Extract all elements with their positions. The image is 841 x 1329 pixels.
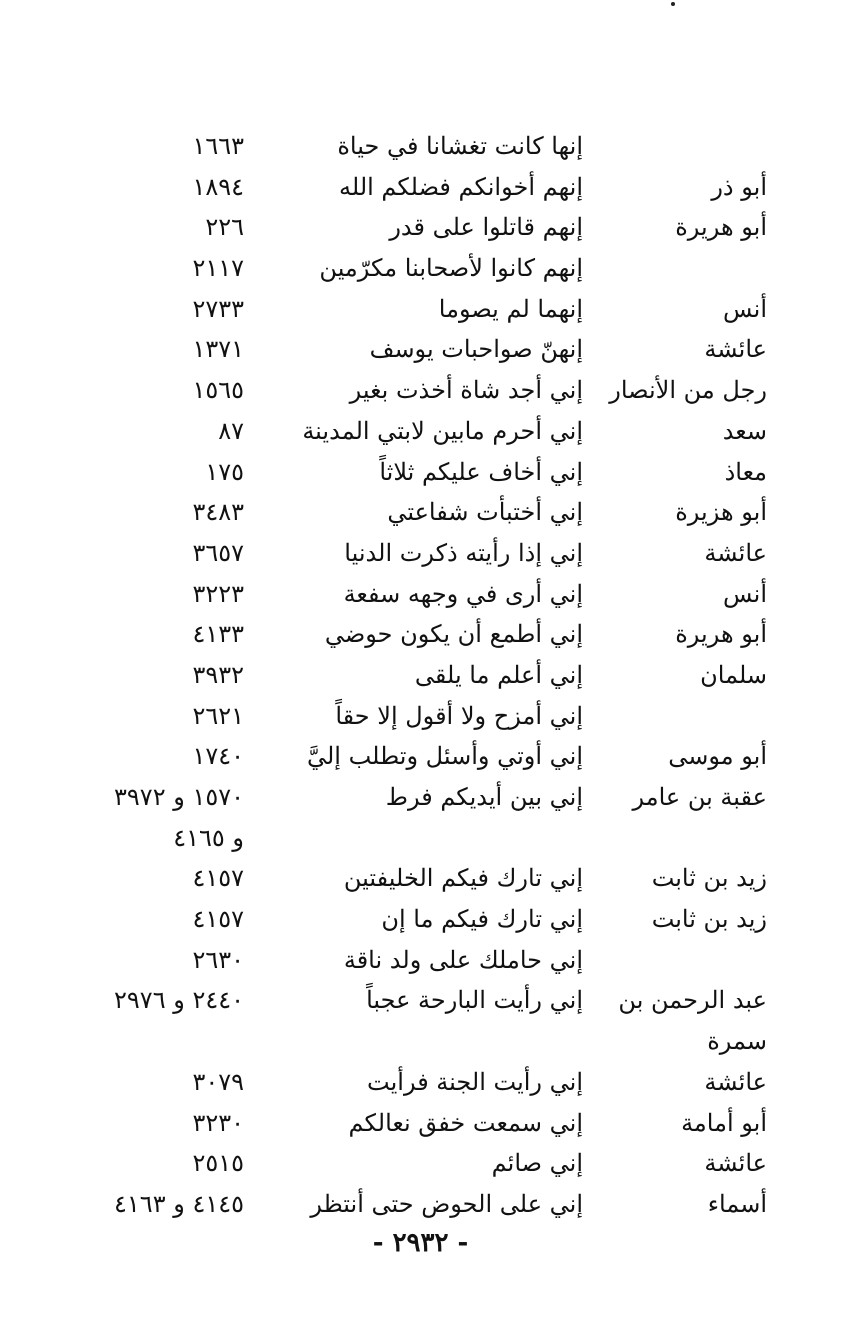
index-row [0,940,841,981]
narrator-name: رجل من الأنصار [609,376,767,405]
narrator-name: أبو أمامة [681,1108,767,1137]
hadith-number: ١٨٩٤ [192,172,244,201]
narrator-name: زيد بن ثابت [651,864,767,893]
hadith-opening: إنهم قاتلوا على قدر [389,213,583,242]
narrator-name: عائشة [704,1067,767,1096]
index-row [0,207,841,248]
index-row [0,167,841,208]
index-row [0,818,841,859]
hadith-opening: إني تارك فيكم الخليفتين [343,864,583,893]
hadith-number: ٢٧٣٣ [192,294,244,323]
index-row [0,1062,841,1103]
hadith-number: ٣٠٧٩ [192,1067,244,1096]
index-row [0,248,841,289]
page-number: - ٢٩٣٢ - [372,1228,469,1258]
hadith-opening: إني تارك فيكم ما إن [381,905,583,934]
hadith-number: ٢٤٤٠ و ٢٩٧٦ [114,986,244,1015]
hadith-number: ٢٢٦ [205,213,244,242]
index-row [0,655,841,696]
index-row [0,777,841,818]
hadith-opening: إني رأيت الجنة فرأيت [367,1067,583,1096]
hadith-opening: إنها كانت تغشانا في حياة [337,132,583,160]
hadith-number: ٢٦٢١ [192,701,244,730]
narrator-name: عائشة [704,335,767,364]
index-row [0,289,841,330]
narrator-name: سلمان [700,660,767,689]
hadith-opening: إني أخاف عليكم ثلاثاً [379,457,583,486]
hadith-opening: إني أحرم مابين لابتي المدينة [302,416,583,445]
index-row [0,329,841,370]
hadith-opening: إني أرى في وجهه سفعة [343,579,583,608]
hadith-opening: إنهم كانوا لأصحابنا مكرّمين [319,254,583,283]
index-row [0,1143,841,1184]
narrator-name: أنس [723,294,767,323]
hadith-number: ٢٥١٥ [192,1149,244,1178]
hadith-number: ١٥٧٠ و ٣٩٧٢ [114,783,244,811]
narrator-name: سمرة [707,1027,767,1056]
hadith-number: ٤١٥٧ [192,905,244,934]
index-row [0,696,841,737]
hadith-number: ٣٢٣٠ [192,1108,244,1137]
hadith-opening: إني أختبأت شفاعتي [387,498,583,527]
hadith-number: ١٧٥ [205,457,244,486]
scan-speck [671,2,675,6]
hadith-number: ٢٦٣٠ [192,945,244,974]
hadith-number: ٤١٣٣ [192,620,244,649]
hadith-opening: إني على الحوض حتى أنتظر [310,1189,583,1218]
index-row [0,858,841,899]
hadith-number: ٣٤٨٣ [192,498,244,527]
hadith-opening: إني رأيت البارحة عجباً [366,986,583,1015]
narrator-name: أبو ذر [711,172,767,201]
hadith-opening: إني أوتي وأسئل وتطلب إليَّ [306,742,583,771]
index-row [0,533,841,574]
hadith-opening: إني أطمع أن يكون حوضي [324,620,583,649]
narrator-name: عائشة [704,1149,767,1178]
hadith-number: ٨٧ [218,416,244,445]
hadith-opening: إني أجد شاة أخذت بغير [349,376,583,405]
index-row [0,899,841,940]
index-row [0,492,841,533]
narrator-name: أسماء [707,1189,767,1218]
narrator-name: عبد الرحمن بن [618,986,767,1015]
hadith-opening: إني بين أيديكم فرط [385,783,583,811]
index-row [0,1103,841,1144]
index-row [0,411,841,452]
hadith-number: ٤١٤٥ و ٤١٦٣ [114,1189,244,1218]
narrator-name: أبو هريرة [675,620,767,649]
hadith-opening: إني إذا رأيته ذكرت الدنيا [344,538,583,567]
index-row [0,126,841,167]
hadith-number: ١٥٦٥ [192,376,244,405]
index-row [0,1184,841,1225]
hadith-opening: إني أمزح ولا أقول إلا حقاً [335,701,583,730]
narrator-name: عائشة [704,538,767,567]
hadith-number: ٣٩٣٢ [192,660,244,689]
index-row [0,614,841,655]
narrator-name: أبو هزيرة [675,498,767,527]
hadith-number: و ٤١٦٥ [173,823,244,852]
hadith-number: ٤١٥٧ [192,864,244,893]
hadith-number: ٣٢٢٣ [192,579,244,608]
index-row [0,452,841,493]
index-row [0,980,841,1021]
narrator-name: زيد بن ثابت [651,905,767,934]
hadith-opening: إنهنّ صواحبات يوسف [369,335,583,364]
narrator-name: عقبة بن عامر [632,783,767,811]
hadith-opening: إنهم أخوانكم فضلكم الله [339,172,583,201]
narrator-name: أنس [723,579,767,608]
hadith-opening: إني أعلم ما يلقى [414,660,583,689]
hadith-index-table [0,126,841,1225]
narrator-name: أبو موسى [668,742,767,771]
index-row [0,574,841,615]
narrator-name: أبو هريرة [675,213,767,242]
hadith-opening: إني صائم [491,1149,583,1178]
index-row [0,1021,841,1062]
hadith-opening: إني سمعت خفق نعالكم [348,1108,583,1137]
index-row [0,736,841,777]
hadith-opening: إني حاملك على ولد ناقة [343,945,583,974]
index-row [0,370,841,411]
hadith-number: ٢١١٧ [192,254,244,283]
hadith-number: ٣٦٥٧ [192,538,244,567]
narrator-name: معاذ [724,457,767,486]
hadith-number: ١٧٤٠ [192,742,244,771]
hadith-number: ١٣٧١ [192,335,244,364]
narrator-name: سعد [722,416,767,445]
hadith-number: ١٦٦٣ [192,132,244,160]
hadith-opening: إنهما لم يصوما [438,294,583,323]
